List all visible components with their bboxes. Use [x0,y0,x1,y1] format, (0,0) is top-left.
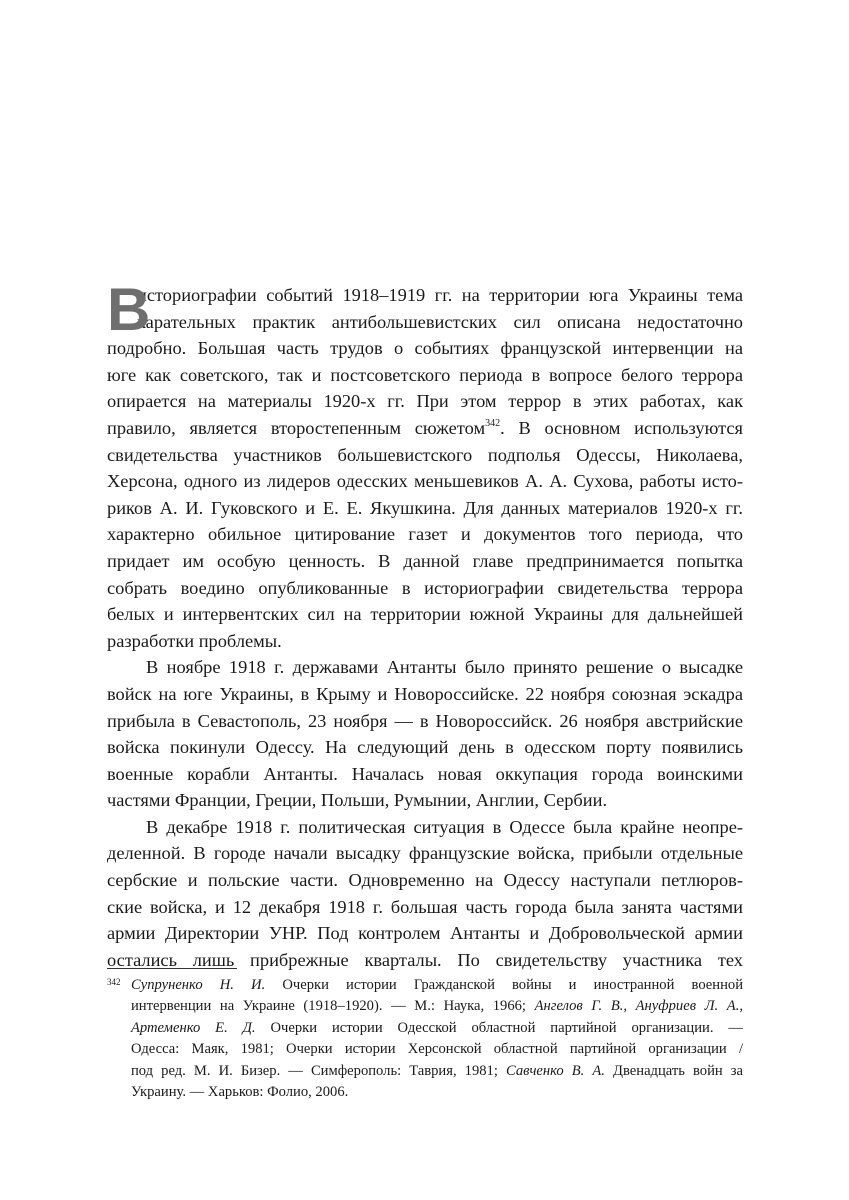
text-line [107,415,743,442]
footnote-author: Савченко В. А. [505,1062,605,1079]
footnote-author: Супруненко Н. И. [131,977,266,993]
footnote [107,975,743,1103]
paragraph-1 [107,276,743,654]
paragraph-2 [107,654,743,814]
text-line: ские войска, и 12 декабря 1918 г. большая часть города была занята частями [107,896,743,917]
footnote-line [131,1061,743,1082]
text-line: деленной. В городе начали высадку французские войска, прибыли отдельные [107,843,743,864]
footnote-body [107,975,743,1103]
footnote-line [131,996,743,1017]
text-line: прибыла в Севастополь, 23 ноября — в Новороссийск. 26 ноября австрийские [107,710,743,731]
footnote-line [131,975,743,996]
text-line: В декабре 1918 г. политическая ситуация в Одессе была крайне неопре- [146,816,743,837]
drop-cap: В [107,276,151,343]
footnote-text: Очерки истории Одесской областной партийной организации. — [255,1019,743,1036]
text-line: Херсона, одного из лидеров одесских меньшевиков А. А. Сухова, работы исто- [107,471,743,492]
text-segment: . В основном используются [500,417,743,438]
footnote-line: Украину. — Харьков: Фолио, 2006. [131,1084,349,1101]
text-line: карательных практик антибольшевистских сил описана недостаточно [137,311,743,332]
footnote-text: Очерки истории Гражданской войны и иностранной военной [265,977,743,993]
paragraph-3 [107,814,743,974]
main-text [107,276,743,973]
text-line: сербские и польские части. Одновременно на Одессу наступали петлюров- [107,870,743,891]
footnote-text: под ред. М. И. Бизер. — Симферополь: Таврия, 1981; [131,1062,506,1079]
footnote-number: 342 [107,977,121,987]
text-line: войска покинули Одессу. На следующий день в одесском порту появились [107,737,743,758]
footnote-line [131,1018,743,1039]
footnote-author: Артеменко Е. Д. [131,1019,256,1036]
text-line: частями Франции, Греции, Польши, Румынии, Англии, Сербии. [107,790,608,811]
text-line: войск на юге Украины, в Крыму и Новороссийске. 22 ноября союзная эскадра [107,683,743,704]
text-line: собрать воедино опубликованные в историографии свидетельства террора [107,577,743,598]
text-line: разработки проблемы. [107,630,282,651]
footnote-divider [107,968,237,969]
text-line: придает им особую ценность. В данной главе предпринимается попытка [107,550,743,571]
footnote-author: Ангелов Г. В., Ануфриев Л. А., [534,998,743,1015]
footnote-reference[interactable]: 342 [485,417,501,429]
text-segment: правило, является второстепенным сюжетом [107,417,486,438]
text-line: белых и интервентских сил на территории южной Украины для дальнейшей [107,604,743,625]
footnote-line: Одесса: Маяк, 1981; Очерки истории Херсонской областной партийной организации / [131,1041,743,1058]
text-line: риков А. И. Гуковского и Е. Е. Якушкина. Для данных материалов 1920-х гг. [107,497,743,518]
text-line: В ноябре 1918 г. державами Антанты было принято решение о высадке [146,657,743,678]
text-line: юге как советского, так и постсоветского периода в вопросе белого террора [107,364,743,385]
text-line: свидетельства участников большевистского подполья Одессы, Николаева, [107,444,743,465]
text-line: подробно. Большая часть трудов о событиях французской интервенции на [107,338,743,359]
text-line: военные корабли Антанты. Началась новая оккупация города воинскими [107,763,743,784]
footnote-text: Двенадцать войн за [604,1062,743,1079]
text-line: историографии событий 1918–1919 гг. на территории юга Украины тема [137,285,743,305]
text-line: характерно обильное цитирование газет и документов того периода, что [107,524,743,545]
text-line: армии Директории УНР. Под контролем Антанты и Добровольческой армии [107,923,743,944]
text-line: опирается на материалы 1920-х гг. При этом террор в этих работах, как [107,391,743,412]
footnote-text: интервенции на Украине (1918–1920). — М.: Наука, 1966; [131,998,535,1015]
text-line: остались лишь прибрежные кварталы. По свидетельству участника тех [107,949,743,970]
